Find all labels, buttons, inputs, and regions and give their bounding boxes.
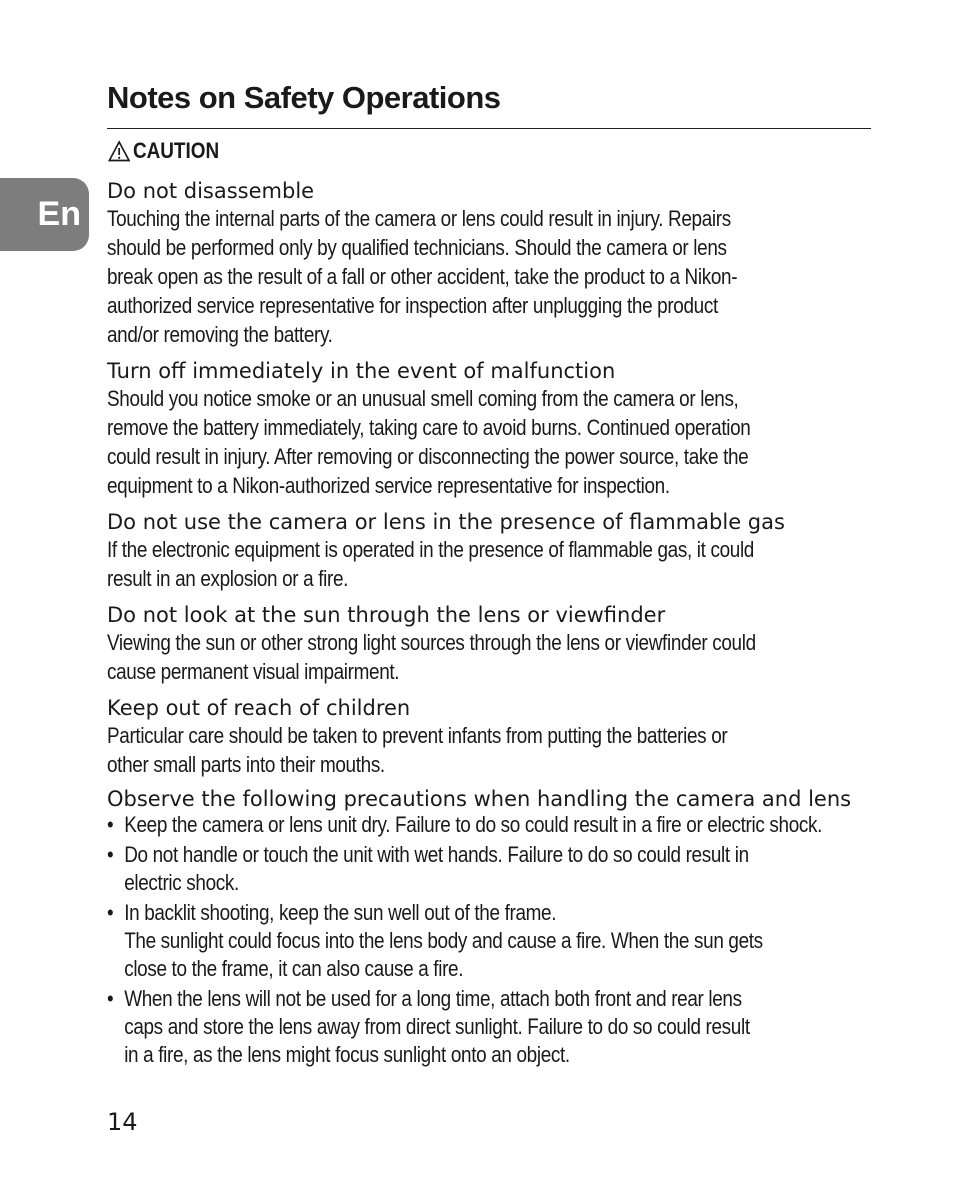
list-item — [107, 985, 876, 1069]
section-heading: Observe the following precautions when handling the camera and lens — [107, 787, 852, 811]
page-number: 14 — [107, 1108, 138, 1136]
section-disassemble — [107, 178, 877, 349]
section-handling-precautions — [107, 788, 877, 1069]
caution-text: CAUTION — [132, 138, 220, 163]
bullet-icon: • — [107, 812, 114, 837]
list-item — [107, 899, 876, 983]
section-body: Viewing the sun or other strong light sources through the lens or viewfinder could cause permanent visual impairment. — [107, 630, 756, 684]
list-item-text: When the lens will not be used for a long time, attach both front and rear lens caps and store the lens away from direct sunlight. Failure to do so could result in a fire, as the lens might focus sunlight onto an object. — [124, 986, 750, 1067]
section-children — [107, 695, 877, 779]
list-item-text: Keep the camera or lens unit dry. Failure to do so could result in a fire or electric shock. — [124, 812, 823, 837]
section-heading: Keep out of reach of children — [107, 696, 411, 720]
section-malfunction — [107, 358, 877, 500]
bullet-icon: • — [107, 986, 114, 1011]
section-heading: Do not use the camera or lens in the presence of flammable gas — [107, 510, 785, 534]
section-body: Touching the internal parts of the camera or lens could result in injury. Repairs should be performed only by qualified technicians. Should the camera or lens break open as the result of a fall or other accident, take the product to a Nikon- authorized service representative for inspection after unplugging the product and/or removing the battery. — [107, 206, 738, 347]
bullet-icon: • — [107, 842, 114, 867]
list-item-text: Do not handle or touch the unit with wet hands. Failure to do so could result in electric shock. — [124, 842, 749, 895]
list-item — [107, 841, 876, 897]
section-heading: Turn off immediately in the event of malfunction — [107, 359, 616, 383]
page-title: Notes on Safety Operations — [107, 80, 501, 115]
language-tab — [0, 178, 89, 251]
warning-triangle-icon — [108, 140, 130, 162]
section-body: If the electronic equipment is operated in the presence of flammable gas, it could result in an explosion or a fire. — [107, 537, 755, 591]
section-body: Particular care should be taken to prevent infants from putting the batteries or other small parts into their mouths. — [107, 723, 728, 777]
section-body: Should you notice smoke or an unusual smell coming from the camera or lens, remove the battery immediately, taking care to avoid burns. Continued operation could result in injury. After removing or disconnecting the power source, take the equipment to a Nikon-authorized service representative for inspection. — [107, 386, 751, 498]
section-sun — [107, 602, 877, 686]
section-flammable-gas — [107, 509, 877, 593]
safety-notes — [107, 178, 877, 1078]
list-item — [107, 811, 876, 839]
list-item-text: In backlit shooting, keep the sun well out of the frame. The sunlight could focus into the lens body and cause a fire. When the sun gets close to the frame, it can also cause a fire. — [124, 900, 763, 981]
language-tab-label: En — [37, 195, 81, 233]
title-divider — [107, 128, 871, 129]
bullet-icon: • — [107, 900, 114, 925]
caution-label — [108, 138, 219, 164]
section-heading: Do not look at the sun through the lens or viewfinder — [107, 603, 666, 627]
precautions-list — [107, 811, 877, 1069]
section-heading: Do not disassemble — [107, 179, 315, 203]
